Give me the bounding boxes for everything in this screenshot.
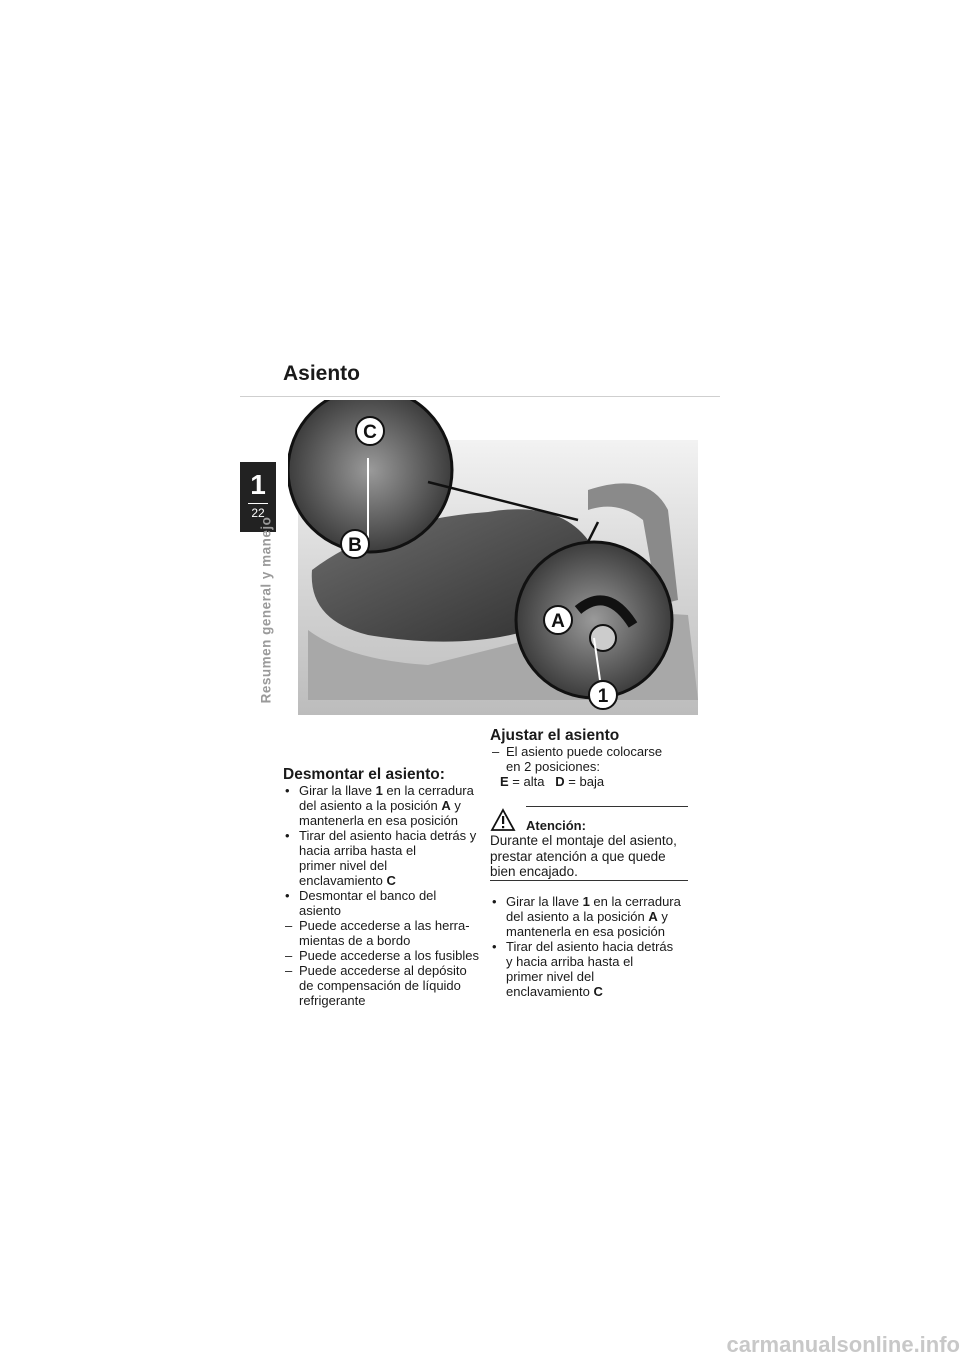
list-item-text: en la cerradura	[589, 894, 681, 909]
list-item-line	[506, 759, 690, 774]
list-item-text: enclavamiento	[299, 873, 387, 888]
list-item-text: Desmontar el banco del	[299, 888, 437, 903]
warning-line: Durante el montaje del asiento,	[490, 833, 677, 848]
reference-label: 1	[375, 783, 383, 798]
list-marker: –	[285, 918, 293, 933]
warning-bottom-rule	[490, 880, 688, 881]
list-item	[490, 939, 690, 999]
callout-label-c: C	[363, 422, 377, 443]
list-item-text: en 2 posiciones:	[506, 759, 600, 774]
list-item	[283, 918, 483, 948]
list-item-line	[506, 939, 690, 954]
list-item-text: El asiento puede colocarse	[506, 744, 663, 759]
list-item	[490, 744, 690, 774]
callout-b	[341, 530, 369, 558]
adjust-seat-steps	[490, 894, 690, 999]
callout-a	[544, 606, 572, 634]
warning-top-rule	[526, 806, 688, 807]
list-item-text: refrigerante	[299, 993, 366, 1008]
remove-seat-steps	[283, 783, 483, 1008]
list-item-line	[299, 798, 483, 813]
warning-line: prestar atención a que quede	[490, 848, 666, 864]
list-item-text: del asiento a la posición	[299, 798, 442, 813]
list-item	[283, 888, 483, 918]
list-item	[283, 963, 483, 1008]
list-item-text: y hacia arriba hasta el	[506, 954, 634, 969]
list-item	[490, 894, 690, 939]
list-marker: •	[285, 783, 290, 798]
list-marker: •	[492, 894, 497, 909]
warning-line: bien encajado.	[490, 864, 578, 879]
list-item-line	[299, 903, 483, 918]
position-d-key: D	[555, 774, 565, 789]
list-item-text: Puede accederse a los fusibles	[299, 948, 479, 963]
list-item-line	[299, 963, 483, 978]
reference-label: A	[441, 798, 451, 813]
list-item-text: primer nivel del	[299, 858, 388, 873]
list-item-line	[299, 933, 483, 948]
position-e-value: = alta	[508, 774, 545, 789]
key-icon	[590, 625, 616, 651]
list-item-line	[299, 858, 483, 873]
list-item-line	[299, 888, 483, 903]
list-item-line	[299, 843, 483, 858]
warning-title: Atención:	[526, 818, 586, 833]
list-item-line	[299, 873, 483, 888]
list-item	[283, 828, 483, 888]
list-item	[283, 948, 483, 963]
list-item-text: de compensación de líquido	[299, 978, 461, 993]
list-marker: •	[492, 939, 497, 954]
warning-icon	[490, 808, 516, 832]
seat-positions	[490, 774, 690, 789]
reference-label: A	[648, 909, 658, 924]
seat-photo	[288, 400, 720, 715]
callout-label-1: 1	[597, 686, 609, 707]
list-item-line	[299, 813, 483, 828]
list-item-text: Girar la llave	[299, 783, 376, 798]
left-column	[283, 766, 483, 1008]
list-item-line	[299, 918, 483, 933]
list-item-line	[506, 894, 690, 909]
page-number: 22	[251, 506, 265, 520]
list-item-text: Girar la llave	[506, 894, 583, 909]
position-e-key: E	[500, 774, 509, 789]
list-item	[283, 783, 483, 828]
list-marker: –	[285, 948, 293, 963]
list-item-line	[506, 969, 690, 984]
list-item-text: del asiento a la posición	[506, 909, 649, 924]
list-item-line	[299, 978, 483, 993]
list-item-text: Puede accederse a las herra-	[299, 918, 470, 933]
list-item-text: mientas de a bordo	[299, 933, 411, 948]
list-marker: •	[285, 828, 290, 843]
callout-1	[589, 681, 617, 709]
list-item-text: en la cerradura	[382, 783, 474, 798]
list-item-text: Tirar del asiento hacia detrás	[506, 939, 674, 954]
reference-label: 1	[582, 894, 590, 909]
reference-label: C	[386, 873, 396, 888]
title-rule	[240, 396, 720, 397]
list-item-line	[506, 909, 690, 924]
list-item-line	[506, 984, 690, 999]
list-item-text: hacia arriba hasta el	[299, 843, 417, 858]
callout-label-b: B	[348, 535, 362, 556]
section-side-label: Resumen general y manejo	[258, 516, 274, 704]
list-item-line	[506, 744, 690, 759]
adjust-seat-intro	[490, 744, 690, 774]
adjust-seat-heading: Ajustar el asiento	[490, 727, 620, 744]
remove-seat-heading: Desmontar el asiento:	[283, 766, 445, 783]
watermark: carmanualsonline.info	[726, 1332, 960, 1357]
list-item-line	[299, 948, 483, 963]
reference-label: C	[593, 984, 603, 999]
list-item-line	[299, 993, 483, 1008]
list-item-line	[299, 783, 483, 798]
warning-text	[490, 833, 688, 880]
list-item-text: asiento	[299, 903, 341, 918]
list-item-text: mantenerla en esa posición	[299, 813, 458, 828]
callout-label-a: A	[551, 611, 565, 632]
list-item-line	[506, 924, 690, 939]
lock-detail-inset	[516, 542, 672, 698]
list-marker: –	[492, 744, 500, 759]
list-marker: –	[285, 963, 293, 978]
list-marker: •	[285, 888, 290, 903]
list-item-line	[299, 828, 483, 843]
callout-c	[356, 417, 384, 445]
list-item-text: Puede accederse al depósito	[299, 963, 467, 978]
right-column	[490, 727, 690, 789]
right-column-steps	[490, 894, 690, 999]
list-item-line	[506, 954, 690, 969]
list-item-text: enclavamiento	[506, 984, 594, 999]
position-d-value: = baja	[564, 774, 605, 789]
list-item-text: y	[657, 909, 668, 924]
list-item-text: mantenerla en esa posición	[506, 924, 665, 939]
list-item-text: primer nivel del	[506, 969, 595, 984]
chapter-number: 1	[250, 469, 266, 500]
list-item-text: y	[450, 798, 461, 813]
list-item-text: Tirar del asiento hacia detrás y	[299, 828, 477, 843]
page-title: Asiento	[283, 362, 361, 385]
